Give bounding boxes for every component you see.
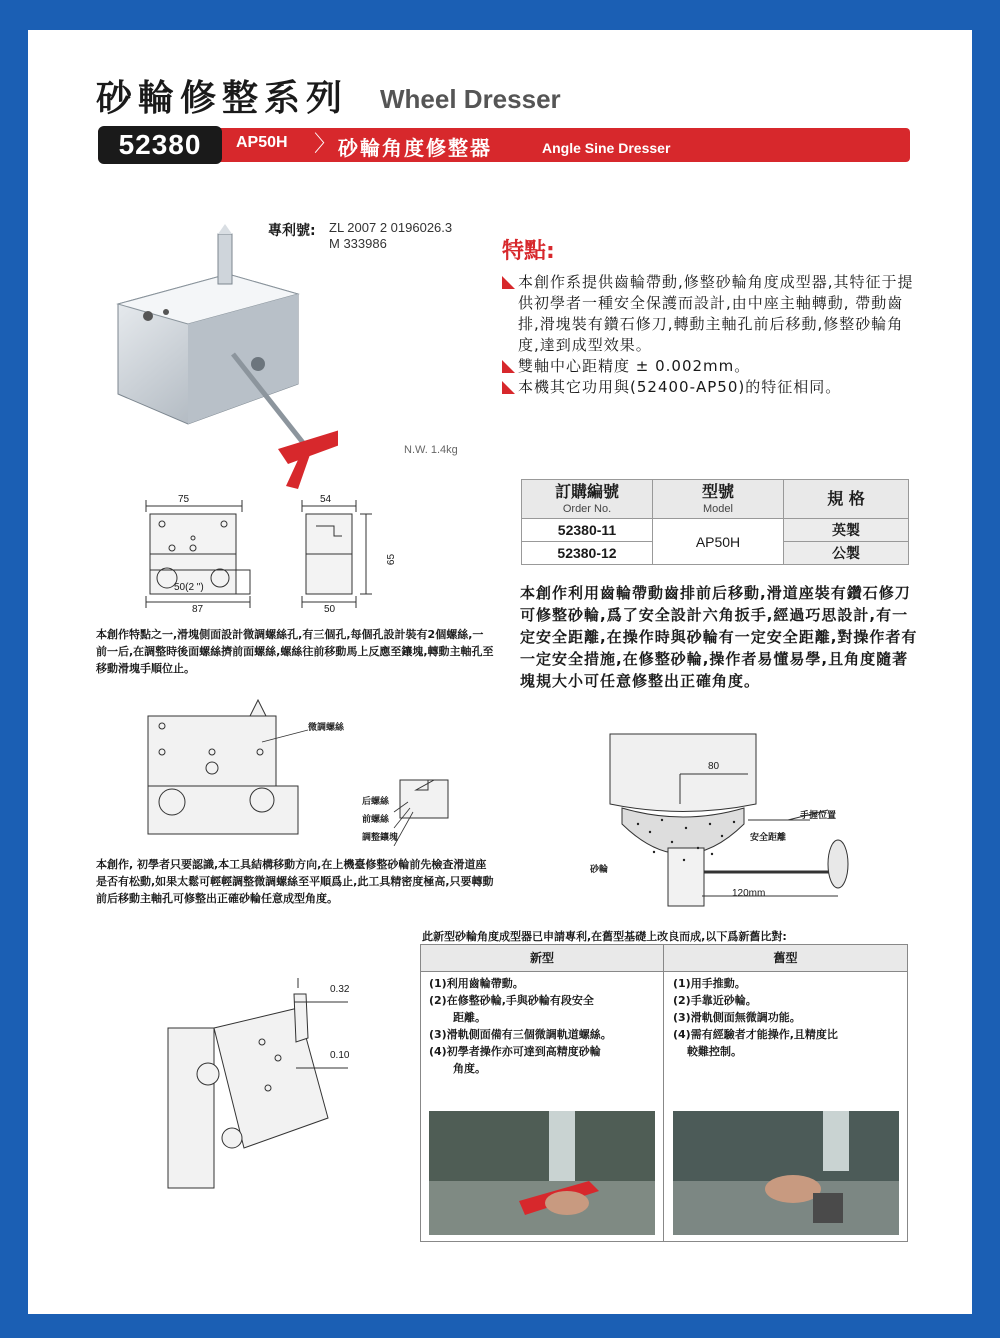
list-item: (3)滑軌側面備有三個微調軌道螺絲。 <box>429 1028 612 1041</box>
old-type-header: 舊型 <box>664 945 907 972</box>
new-type-photo <box>429 1111 655 1235</box>
order-no-cell: 52380-12 <box>522 542 653 565</box>
model-header: 型號 Model <box>653 480 784 519</box>
usage-note: 本創作, 初學者只要認識,本工具結構移動方向,在上機臺修整砂輪前先檢查滑道座是否有松動,如果太鬆可輕輕調整微調螺絲至平順爲止,此工具精密度極高,只要轉動前后移動主軸孔可修整出正確砂輪任意成型角度。 <box>96 858 494 905</box>
old-type-list <box>673 975 903 1060</box>
wheel-label: 砂輪 <box>590 865 609 875</box>
model-tag: AP50H <box>236 134 288 151</box>
spec-cell: 公製 <box>784 542 909 565</box>
column-divider <box>663 945 664 1241</box>
list-item: (4)需有經驗者才能操作,且精度比 <box>673 1028 838 1041</box>
dim-120mm: 120mm <box>732 888 766 899</box>
feature-item: 本創作系提供齒輪帶動,修整砂輪角度成型器,其特征于提供初學者一種安全保護而設計,由中座主軸轉動, 帶動齒排,滑塊裝有鑽石修刀,轉動主軸孔前后移動,修整砂輪角度,達到成型效果。 <box>500 272 920 356</box>
product-code: 52380 <box>98 126 222 164</box>
series-title-cn: 砂輪修整系列 <box>96 78 349 119</box>
order-table <box>521 479 909 565</box>
product-description: 本創作利用齒輪帶動齒排前后移動,滑道座裝有鑽石修刀可修整砂輪,爲了安全設計六角扳手,經過巧思設計,有一定安全距離,在操作時與砂輪有一定安全距離,對操作者有一定安全措施,在修整砂輪,操作者易懂易學,且角度隨著塊規大小可任意修整出正確角度。 <box>520 584 918 690</box>
list-item: 角度。 <box>453 1062 486 1075</box>
list-item: (4)初學者操作亦可達到高精度砂輪 <box>429 1045 601 1058</box>
patent-number: ZL 2007 2 0196026.3 <box>329 220 453 235</box>
patent-number: M 333986 <box>329 236 387 251</box>
product-photo <box>108 224 338 494</box>
triangle-bullet-icon <box>502 360 515 373</box>
list-item: (2)在修整砂輪,手與砂輪有段安全 <box>429 994 594 1007</box>
dim-0-32: 0.32 <box>330 984 350 995</box>
triangle-bullet-icon <box>502 276 515 289</box>
feature-note: 本創作特點之一,滑塊側面設計微調螺絲孔,有三個孔,每個孔設計裝有2個螺絲,一前一后,在調整時後面螺絲擠前面螺絲,螺絲往前移動馬上反應至鑲塊,轉動主軸孔至移動滑塊手順位止。 <box>96 628 494 675</box>
product-name-en: Angle Sine Dresser <box>542 140 671 156</box>
features-heading: 特點: <box>502 239 555 264</box>
handle-position-label: 手握位置 <box>800 811 837 821</box>
series-title-en: Wheel Dresser <box>380 84 561 114</box>
old-type-photo <box>673 1111 899 1235</box>
dim-80: 80 <box>708 761 720 772</box>
dim-65: 65 <box>386 553 398 566</box>
features-list <box>500 272 920 398</box>
patent-label: 專利號: <box>268 223 316 239</box>
dim-0-10: 0.10 <box>330 1050 350 1061</box>
new-type-list <box>429 975 661 1077</box>
catalog-page <box>28 30 972 1314</box>
dimension-drawing <box>136 492 376 622</box>
spec-header: 規 格 <box>784 480 909 519</box>
comparison-table <box>420 944 908 1242</box>
order-no-cell: 52380-11 <box>522 519 653 542</box>
front-screw-label: 前螺絲 <box>362 815 390 825</box>
dim-54: 54 <box>320 494 332 505</box>
spec-cell: 英製 <box>784 519 909 542</box>
patent-numbers <box>329 220 452 252</box>
dim-87: 87 <box>192 604 204 615</box>
sine-plate-drawing <box>158 978 388 1208</box>
order-table-header <box>522 480 909 519</box>
model-cell: AP50H <box>653 519 784 565</box>
new-type-header: 新型 <box>421 945 664 972</box>
safe-distance-label: 安全距離 <box>750 833 787 843</box>
table-row <box>522 519 909 542</box>
dim-50-2: 50(2 ") <box>174 582 204 593</box>
triangle-bullet-icon <box>502 381 515 394</box>
feature-item: 雙軸中心距精度 ± 0.002mm。 <box>500 356 920 377</box>
fine-screw-label: 微調螺絲 <box>308 723 345 733</box>
adjust-drawing <box>138 690 468 846</box>
dim-50: 50 <box>324 604 336 615</box>
feature-item: 本機其它功用與(52400-AP50)的特征相同。 <box>500 377 920 398</box>
adjust-block-label: 調整鑲塊 <box>362 833 399 843</box>
list-item: (1)用手推動。 <box>673 977 746 990</box>
rear-screw-label: 后螺絲 <box>362 797 390 807</box>
list-item: 較難控制。 <box>687 1045 742 1058</box>
product-name-cn: 砂輪角度修整器 <box>338 136 492 160</box>
net-weight: N.W. 1.4kg <box>404 444 458 456</box>
chevron-icon: 〉 <box>314 132 337 157</box>
list-item: (1)利用齒輪帶動。 <box>429 977 524 990</box>
list-item: (3)滑軌側面無微調功能。 <box>673 1011 801 1024</box>
dim-75: 75 <box>178 494 190 505</box>
comparison-intro: 此新型砂輪角度成型器已申請專利,在舊型基礎上改良而成,以下爲新舊比對: <box>422 930 787 943</box>
list-item: 距離。 <box>453 1011 486 1024</box>
list-item: (2)手靠近砂輪。 <box>673 994 757 1007</box>
order-no-header: 訂購編號 Order No. <box>522 480 653 519</box>
